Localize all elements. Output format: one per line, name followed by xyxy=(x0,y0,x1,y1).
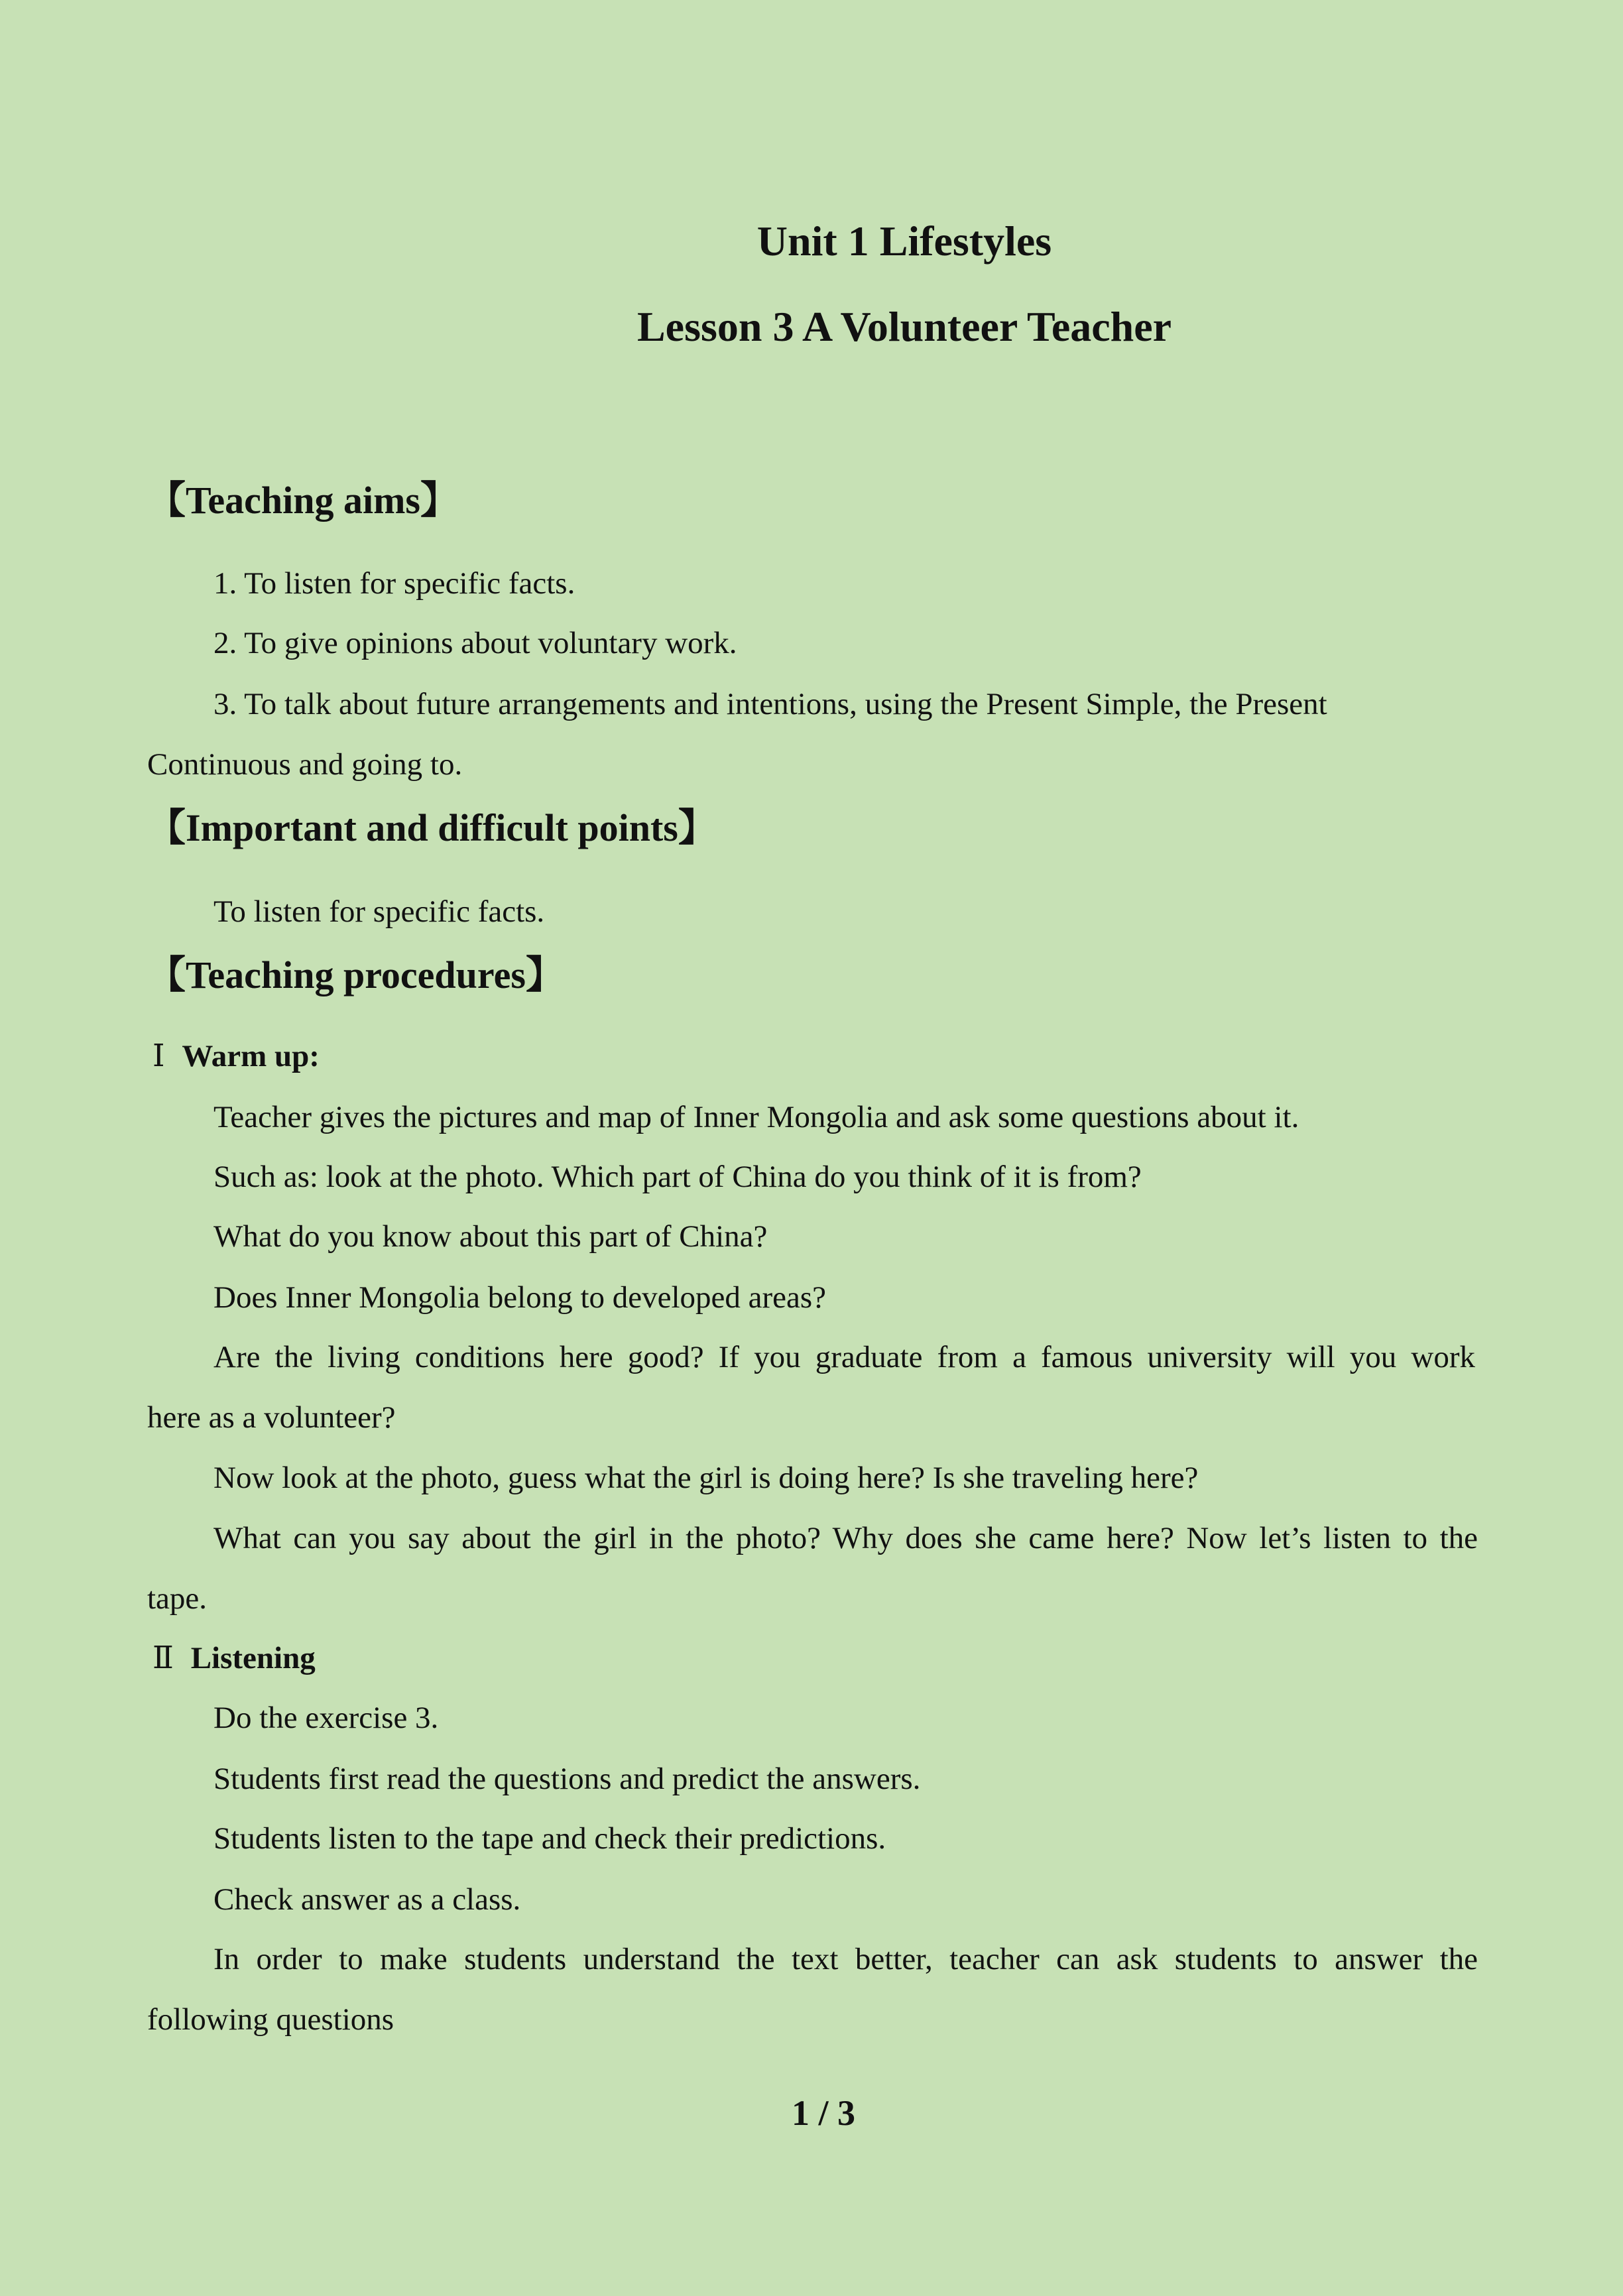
teaching-aims-heading: 【Teaching aims】 xyxy=(147,479,459,522)
listening-line: Students listen to the tape and check their predictions. xyxy=(213,1821,886,1856)
aim-item-3-continued: Continuous and going to. xyxy=(147,747,463,782)
listening-line: Students first read the questions and predict the answers. xyxy=(213,1762,921,1796)
listening-line: Check answer as a class. xyxy=(213,1882,521,1917)
warm-up-line: Teacher gives the pictures and map of Inner Mongolia and ask some questions about it. xyxy=(213,1100,1299,1134)
warm-up-line: tape. xyxy=(147,1581,208,1616)
aim-item-2: 2. To give opinions about voluntary work. xyxy=(213,626,737,660)
section-numeral: Ⅰ xyxy=(152,1039,165,1073)
warm-up-heading xyxy=(152,1041,320,1072)
important-points-text: To listen for specific facts. xyxy=(213,894,545,929)
aim-item-3: 3. To talk about future arrangements and intentions, using the Present Simple, the Present xyxy=(213,687,1327,721)
warm-up-line: Are the living conditions here good? If you graduate from a famous university will you work xyxy=(213,1340,1475,1374)
listening-line: following questions xyxy=(147,2002,394,2037)
page-number: 1 / 3 xyxy=(791,2093,855,2133)
warm-up-line: What can you say about the girl in the photo? Why does she came here? Now let’s listen to the xyxy=(213,1521,1478,1555)
section-numeral: Ⅱ xyxy=(152,1641,174,1675)
lesson-title: Lesson 3 A Volunteer Teacher xyxy=(636,303,1172,350)
section-label: Warm up: xyxy=(182,1039,320,1073)
listening-line: Do the exercise 3. xyxy=(213,1701,439,1735)
unit-title: Unit 1 Lifestyles xyxy=(756,217,1052,265)
warm-up-line: Now look at the photo, guess what the girl is doing here? Is she traveling here? xyxy=(213,1461,1199,1495)
warm-up-line: Does Inner Mongolia belong to developed areas? xyxy=(213,1280,827,1315)
aim-item-1: 1. To listen for specific facts. xyxy=(213,566,575,601)
listening-heading xyxy=(152,1643,316,1674)
warm-up-line: here as a volunteer? xyxy=(147,1400,396,1435)
listening-line: In order to make students understand the text better, teacher can ask students to answer the xyxy=(213,1942,1478,1976)
warm-up-line: What do you know about this part of China? xyxy=(213,1219,768,1254)
teaching-procedures-heading: 【Teaching procedures】 xyxy=(147,953,564,997)
important-points-heading: 【Important and difficult points】 xyxy=(147,806,717,849)
section-label: Listening xyxy=(190,1641,316,1675)
warm-up-line: Such as: look at the photo. Which part of China do you think of it is from? xyxy=(213,1160,1142,1194)
